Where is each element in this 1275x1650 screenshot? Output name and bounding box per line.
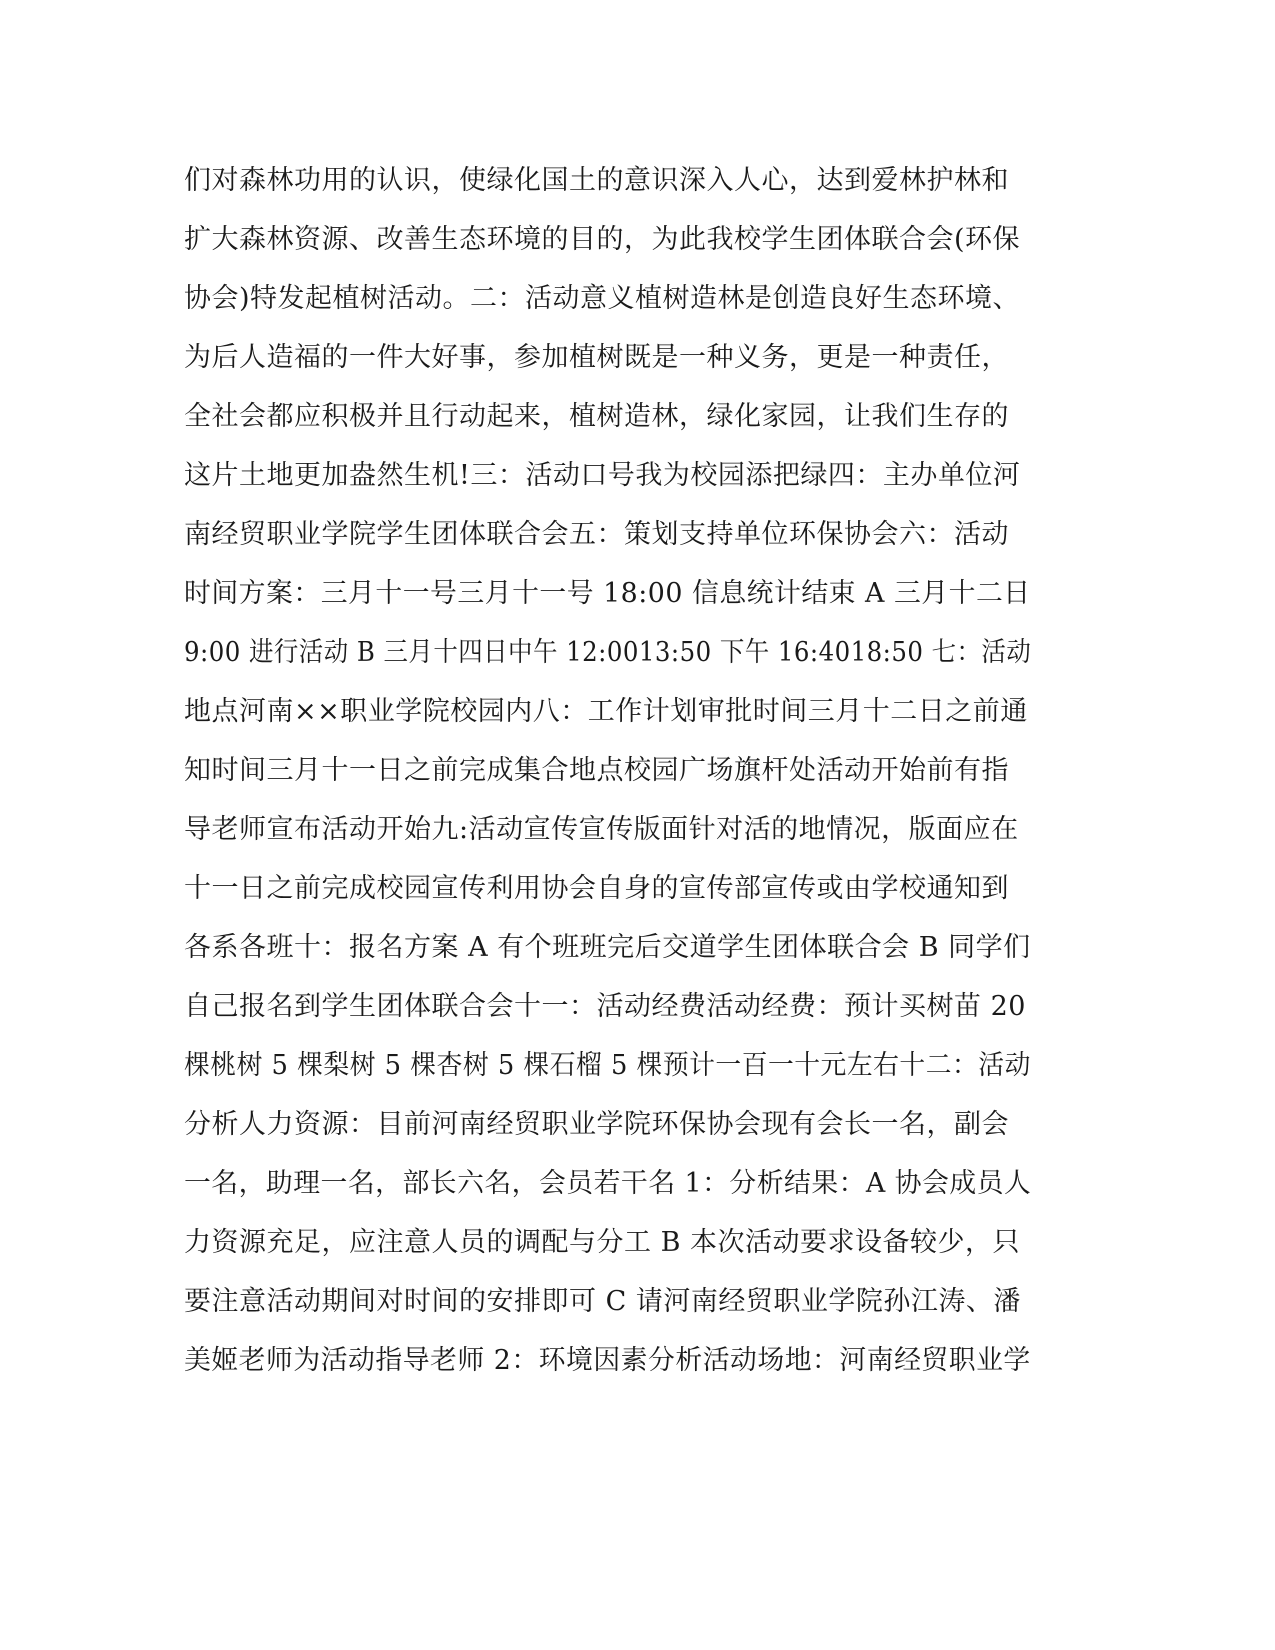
text-line: 导老师宣布活动开始九:活动宣传宣传版面针对活的地情况，版面应在 xyxy=(184,814,1019,845)
text-line: 自己报名到学生团体联合会十一：活动经费活动经费：预计买树苗 20 xyxy=(184,991,1026,1022)
text-line: 协会)特发起植树活动。二：活动意义植树造林是创造良好生态环境、 xyxy=(184,283,1021,314)
text-line: 为后人造福的一件大好事，参加植树既是一种义务，更是一种责任， xyxy=(184,342,1009,373)
text-line: 全社会都应积极并且行动起来，植树造林，绿化家园，让我们生存的 xyxy=(184,401,1009,432)
text-line: 十一日之前完成校园宣传利用协会自身的宣传部宣传或由学校通知到 xyxy=(184,873,1009,904)
text-line: 南经贸职业学院学生团体联合会五：策划支持单位环保协会六：活动 xyxy=(184,519,1009,550)
text-line: 们对森林功用的认识，使绿化国土的意识深入人心，达到爱林护林和 xyxy=(184,165,1009,196)
text-line: 知时间三月十一日之前完成集合地点校园广场旗杆处活动开始前有指 xyxy=(184,755,1009,786)
text-line: 这片土地更加盎然生机!三：活动口号我为校园添把绿四：主办单位河 xyxy=(184,460,1021,491)
text-line: 各系各班十：报名方案 A 有个班班完后交道学生团体联合会 B 同学们 xyxy=(184,932,1031,963)
text-line: 9:00 进行活动 B 三月十四日中午 12:0013:50 下午 16:4018:50 七：活动 xyxy=(184,637,1032,668)
text-line: 地点河南××职业学院校园内八：工作计划审批时间三月十二日之前通 xyxy=(184,696,1028,727)
text-line: 力资源充足，应注意人员的调配与分工 B 本次活动要求设备较少，只 xyxy=(184,1227,1021,1258)
text-line: 分析人力资源：目前河南经贸职业学院环保协会现有会长一名，副会 xyxy=(184,1109,1009,1140)
text-line: 美姬老师为活动指导老师 2：环境因素分析活动场地：河南经贸职业学 xyxy=(184,1345,1031,1376)
text-line: 要注意活动期间对时间的安排即可 C 请河南经贸职业学院孙江涛、潘 xyxy=(184,1286,1021,1317)
text-line: 时间方案：三月十一号三月十一号 18:00 信息统计结束 A 三月十二日 xyxy=(184,578,1031,609)
text-line: 棵桃树 5 棵梨树 5 棵杏树 5 棵石榴 5 棵预计一百一十元左右十二：活动 xyxy=(184,1050,1031,1081)
text-line: 扩大森林资源、改善生态环境的目的，为此我校学生团体联合会(环保 xyxy=(184,224,1021,255)
text-line: 一名，助理一名，部长六名，会员若干名 1：分析结果：A 协会成员人 xyxy=(184,1168,1032,1199)
